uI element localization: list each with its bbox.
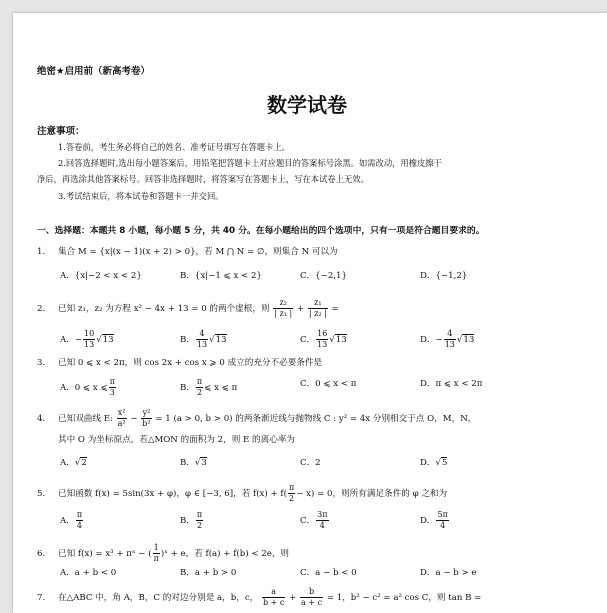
fraction: $\frac{10}{13}$ <box>84 329 95 349</box>
fraction: $\frac{\pi}{4}$ <box>76 510 83 530</box>
note-item: 净后，再选涂其他答案标号。回答非选择题时，将答案写在答题卡上，写在本试卷上无效。 <box>37 174 369 184</box>
question-number: 4. <box>37 414 46 424</box>
fraction: $\frac{b}{a + c}$ <box>301 587 323 607</box>
option-d: D．{−1,2} <box>420 271 468 281</box>
fraction: $\frac{5\pi}{4}$ <box>437 510 448 530</box>
option-a: A．0 ⩽ x ⩽ $\frac{\pi}{3}$ <box>60 377 115 397</box>
question-number: 3. <box>37 358 46 368</box>
fraction: $\frac{4}{13}$ <box>444 329 455 349</box>
note-item: 2.回答选择题时,选出每小题答案后，用铅笔把答题卡上对应题目的答案标号涂黑。如需改动，用橡皮擦干 <box>58 158 442 168</box>
question-number: 2. <box>37 304 46 314</box>
question-number: 5. <box>37 489 46 499</box>
question-number: 1. <box>37 247 46 257</box>
fraction: $\frac{\pi}{2}$ <box>196 377 203 397</box>
option-d: D．√5 <box>420 458 448 468</box>
fraction: $\frac{\text{z₂}}{\text{| z₁ |}}$ <box>274 298 293 318</box>
question-text: 集合 M = {x|(x − 1)(x + 2) > 0}，若 M ⋂ N = ∅，则集合 N 可以为 <box>58 247 338 257</box>
option-a: A．{x|−2 < x < 2} <box>60 271 142 281</box>
document-page <box>13 13 607 613</box>
option-b: B．{x|−1 ⩽ x < 2} <box>180 271 262 281</box>
page-title: 数学试卷 <box>267 93 347 117</box>
option-c: C．2 <box>300 458 321 468</box>
fraction: $\frac{\text{x²}}{\text{a²}}$ <box>117 408 126 428</box>
option-c: C．{−2,1} <box>300 271 347 281</box>
option-d: D．− $\frac{4}{13}$ √13 <box>420 329 475 349</box>
option-d: D．a − b > e <box>420 568 477 578</box>
question-1 <box>37 245 582 257</box>
question-7: 7. 在△ABC 中，角 A，B，C 的对边分别是 a，b，c， $\frac{a}{b + c}$ + $\frac{b}{a + c}$ = 1，b² − c² = a² cos C，则 tan B = <box>37 587 482 607</box>
question-6: 6. 已知 f(x) = x³ + πˣ − ( $\frac{1}{\pi}$ )ˣ + e，若 f(a) + f(b) < 2e，则 <box>37 543 289 563</box>
question-text: 已知 z₁，z₂ 为方程 x² − 4x + 13 = 0 的两个虚根，则 <box>58 304 270 314</box>
question-2: 2. 已知 z₁，z₂ 为方程 x² − 4x + 13 = 0 的两个虚根，则 $\frac{\text{z₂}}{\text{| z₁ |}}$ + $\frac{\text{z₁}}{\text{| z₂ |}}$ = <box>37 298 339 318</box>
option-b: B．√3 <box>180 458 207 468</box>
question-number: 7. <box>37 593 46 603</box>
question-5: 5. 已知函数 f(x) = 5sin(3x + φ)，φ ∈ [−3, 6]，若 f(x) + f( $\frac{\pi}{2}$ − x) = 0，则所有满足条件的 φ 之和为 <box>37 483 448 503</box>
option-d: D． $\frac{5\pi}{4}$ <box>420 510 448 530</box>
fraction: $\frac{3\pi}{4}$ <box>317 510 328 530</box>
fraction: $\frac{1}{\pi}$ <box>153 543 159 563</box>
option-b: B． $\frac{\pi}{2}$ <box>180 510 203 530</box>
classified-label: 绝密★启用前（新高考卷） <box>37 66 151 77</box>
option-c: C． $\frac{16}{13}$ √13 <box>300 329 347 349</box>
option-b: B．a + b > 0 <box>180 568 237 578</box>
question-4: 4. 已知双曲线 E: $\frac{\text{x²}}{\text{a²}}$ − $\frac{\text{y²}}{\text{b²}}$ = 1 (a > 0, b > 0) 的两条渐近线与抛物线 C : y² = 4x 分别相交于点 O，M，N， <box>37 408 477 428</box>
fraction: $\frac{\pi}{2}$ <box>196 510 203 530</box>
option-b: B． $\frac{\pi}{2}$ ⩽ x ⩽ π <box>180 377 238 397</box>
option-c: C．0 ⩽ x < π <box>300 379 357 389</box>
option-a: A．a + b < 0 <box>60 568 117 578</box>
question-text: 已知 0 ⩽ x < 2π，则 cos 2x + cos x ⩾ 0 成立的充分不必要条件是 <box>58 358 323 368</box>
option-c: C．a − b < 0 <box>300 568 357 578</box>
question-4-line2: 其中 O 为坐标原点，若△MON 的面积为 2，则 E 的离心率为 <box>58 435 296 445</box>
section-title: 一、选择题：本题共 8 小题，每小题 5 分，共 40 分。在每小题给出的四个选项中，只有一项是符合题目要求的。 <box>37 226 485 236</box>
fraction: $\frac{16}{13}$ <box>317 329 328 349</box>
fraction: $\frac{\text{y²}}{\text{b²}}$ <box>142 408 151 428</box>
option-d: D．π ⩽ x < 2π <box>420 379 483 389</box>
fraction: $\frac{a}{b + c}$ <box>262 587 285 607</box>
fraction: $\frac{\text{z₁}}{\text{| z₂ |}}$ <box>308 298 327 318</box>
option-a: A．√2 <box>60 458 87 468</box>
option-a: A．− $\frac{10}{13}$ √13 <box>60 329 114 349</box>
fraction: $\frac{\pi}{3}$ <box>109 377 115 397</box>
question-3 <box>37 356 582 368</box>
notes-heading: 注意事项： <box>37 126 85 137</box>
note-item: 1.答卷前，考生务必将自己的姓名、准考证号填写在答题卡上。 <box>58 142 290 152</box>
question-number: 6. <box>37 549 46 559</box>
note-item: 3.考试结束后，将本试卷和答题卡一并交回。 <box>58 191 224 201</box>
option-c: C． $\frac{3\pi}{4}$ <box>300 510 328 530</box>
option-a: A． $\frac{\pi}{4}$ <box>60 510 83 530</box>
fraction: $\frac{\pi}{2}$ <box>288 483 295 503</box>
fraction: $\frac{4}{13}$ <box>196 329 208 349</box>
option-b: B． $\frac{4}{13}$ √13 <box>180 329 227 349</box>
